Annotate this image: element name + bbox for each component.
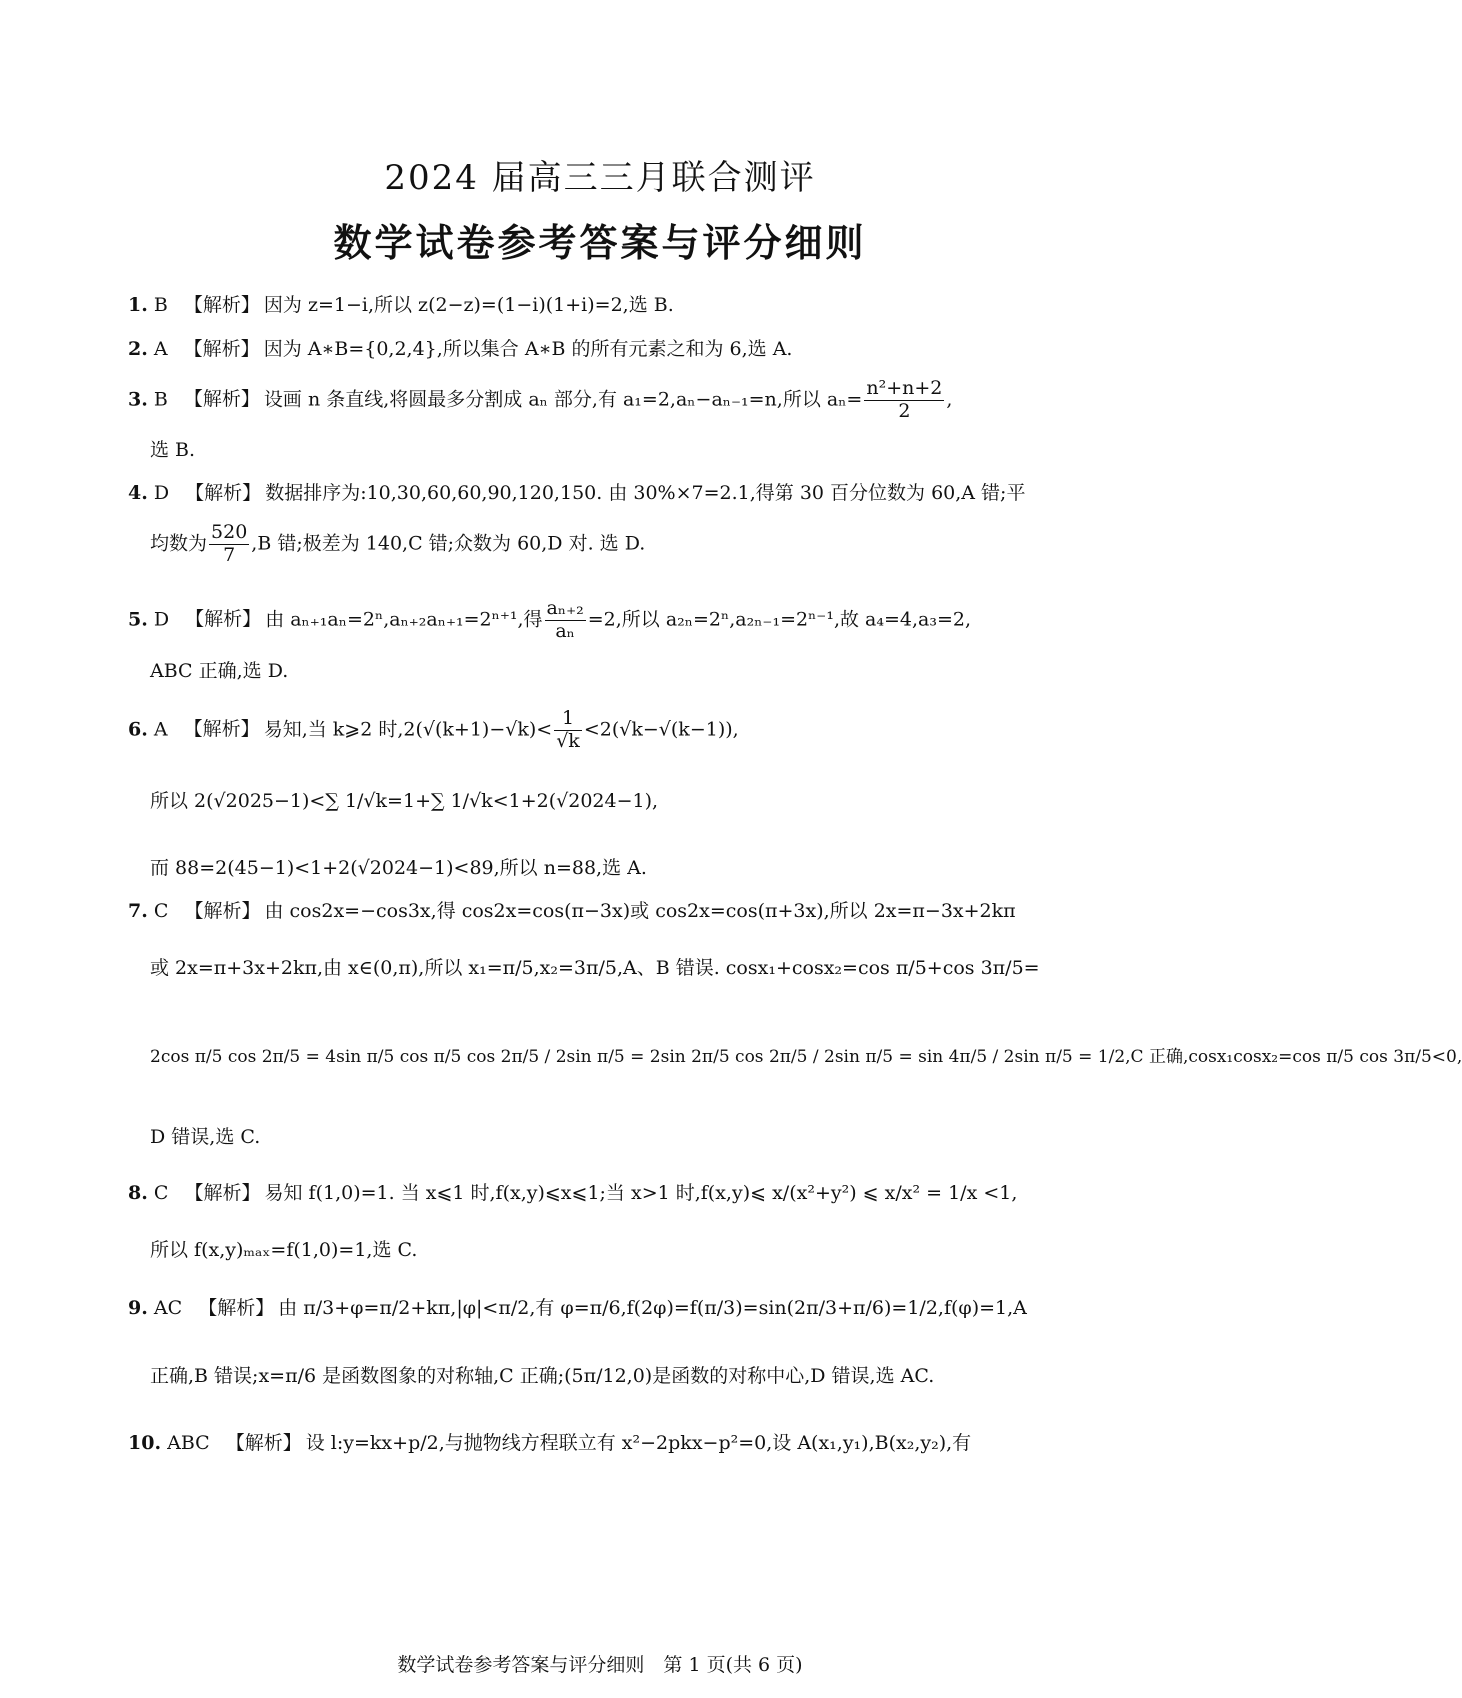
item-6-cont2: 而 88=2(45−1)<1+2(√2024−1)<89,所以 n=88,选 A. — [150, 857, 647, 879]
item-5-cont: ABC 正确,选 D. — [150, 660, 289, 682]
item-7-cont: 或 2x=π+3x+2kπ,由 x∈(0,π),所以 x₁=π/5,x₂=3π/5,A、B 错误. cosx₁+cosx₂=cos π/5+cos 3π/5= — [150, 957, 1040, 979]
item-7: 7. C 【解析】 由 cos2x=−cos3x,得 cos2x=cos(π−3x)或 cos2x=cos(π+3x),所以 2x=π−3x+2kπ — [128, 900, 1016, 922]
item-1: 1. B 【解析】 因为 z=1−i,所以 z(2−z)=(1−i)(1+i)=2,选 B. — [128, 294, 674, 316]
item-3: 3. B 【解析】 设画 n 条直线,将圆最多分割成 aₙ 部分,有 a₁=2,aₙ−aₙ₋₁=n,所以 aₙ= $\frac{\text{n²+n+2}}{2}$ , — [128, 377, 953, 422]
item-9: 9. AC 【解析】 由 π/3+φ=π/2+kπ,|φ|<π/2,有 φ=π/6,f(2φ)=f(π/3)=sin(2π/3+π/6)=1/2,f(φ)=1,A — [128, 1297, 1027, 1319]
item-8-cont: 所以 f(x,y)ₘₐₓ=f(1,0)=1,选 C. — [150, 1239, 418, 1261]
item-4: 4. D 【解析】 数据排序为:10,30,60,60,90,120,150. 由 30%×7=2.1,得第 30 百分位数为 60,A 错;平 — [128, 482, 1026, 504]
item-6: 6. A 【解析】 易知,当 k⩾2 时,2(√(k+1)−√k)< $\frac{1}{√k}$ <2(√k−√(k−1)), — [128, 707, 739, 752]
fraction: $\frac{\text{aₙ₊₂}}{\text{aₙ}}$ — [546, 597, 584, 642]
item-3-cont: 选 B. — [150, 439, 196, 461]
fraction: $\frac{\text{n²+n+2}}{2}$ — [866, 377, 943, 422]
title-line-2: 数学试卷参考答案与评分细则 — [333, 221, 867, 265]
item-2: 2. A 【解析】 因为 A∗B={0,2,4},所以集合 A∗B 的所有元素之和为 6,选 A. — [128, 338, 793, 360]
item-10: 10. ABC 【解析】 设 l:y=kx+p/2,与抛物线方程联立有 x²−2pkx−p²=0,设 A(x₁,y₁),B(x₂,y₂),有 — [128, 1432, 972, 1454]
title-line-1: 2024 届高三三月联合测评 — [384, 158, 816, 198]
page-footer: 数学试卷参考答案与评分细则 第 1 页(共 6 页) — [397, 1654, 803, 1676]
item-9-cont: 正确,B 错误;x=π/6 是函数图象的对称轴,C 正确;(5π/12,0)是函数的对称中心,D 错误,选 AC. — [150, 1365, 935, 1387]
fraction: $\frac{520}{7}$ — [211, 521, 248, 566]
item-7-cont2: 2cos π/5 cos 2π/5 = 4sin π/5 cos π/5 cos 2π/5 / 2sin π/5 = 2sin 2π/5 cos 2π/5 / 2sin π/5 = sin 4π/5 / 2sin π/5 = 1/2,C 正确,cosx₁cosx₂=cos π/5 cos 3π/5<0, — [150, 1047, 1462, 1067]
item-7-cont3: D 错误,选 C. — [150, 1126, 261, 1148]
item-5: 5. D 【解析】 由 aₙ₊₁aₙ=2ⁿ,aₙ₊₂aₙ₊₁=2ⁿ⁺¹,得 $\frac{\text{aₙ₊₂}}{\text{aₙ}}$ =2,所以 a₂ₙ=2ⁿ,a₂ₙ₋₁=2ⁿ⁻¹,故 a₄=4,a₃=2, — [128, 597, 972, 642]
item-8: 8. C 【解析】 易知 f(1,0)=1. 当 x⩽1 时,f(x,y)⩽x⩽1;当 x>1 时,f(x,y)⩽ x/(x²+y²) ⩽ x/x² = 1/x <1, — [128, 1182, 1018, 1204]
item-6-cont: 所以 2(√2025−1)<∑ 1/√k=1+∑ 1/√k<1+2(√2024−1), — [150, 790, 659, 812]
fraction: $\frac{1}{√k}$ — [556, 707, 580, 752]
item-4-cont: 均数为 $\frac{520}{7}$ ,B 错;极差为 140,C 错;众数为 60,D 对. 选 D. — [150, 521, 646, 566]
